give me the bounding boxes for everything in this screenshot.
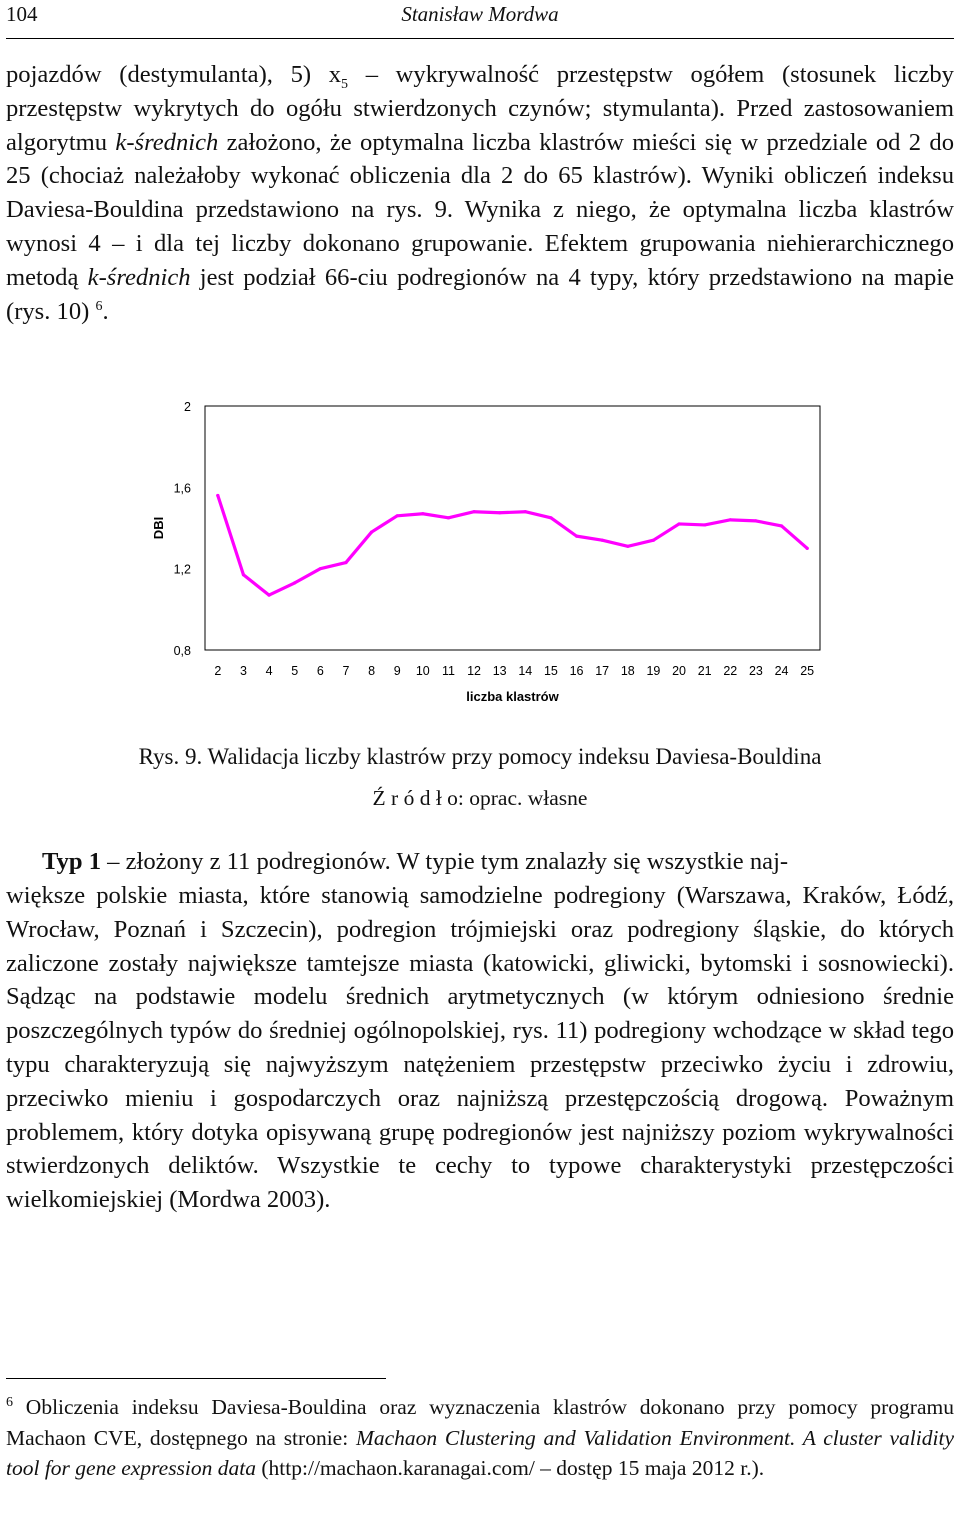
footnote-text-b: (http://machaon.karanagai.com/ – dostęp 15 maja 2012 r.). xyxy=(256,1456,765,1481)
y-axis-label: DBI xyxy=(151,516,166,540)
dbi-data-point xyxy=(806,547,809,550)
footnote-ref: 6 xyxy=(95,298,103,314)
dbi-data-point xyxy=(344,561,347,564)
figure-source: Ź r ó d ł o: oprac. własne xyxy=(372,786,588,810)
dbi-data-point xyxy=(652,539,655,542)
dbi-series-line xyxy=(218,495,807,595)
dbi-data-point xyxy=(498,511,501,514)
footnote xyxy=(6,1392,954,1484)
para1-text-a: pojazdów (destymulanta), 5) x xyxy=(6,61,342,88)
dbi-data-point xyxy=(472,510,475,513)
dbi-data-point xyxy=(677,522,680,525)
dbi-data-point xyxy=(293,581,296,584)
dbi-data-point xyxy=(549,516,552,519)
para1-italic-2: k-średnich xyxy=(87,263,191,291)
dbi-data-point xyxy=(267,594,270,597)
x-tick-label: 5 xyxy=(291,664,299,678)
page-number: 104 xyxy=(6,2,38,26)
para1-text-d: jest podział 66-ciu podregionów na 4 typy, który przedstawiono na mapie (rys. 10) xyxy=(6,263,954,325)
x-tick-label: 12 xyxy=(467,664,482,678)
para1-text-b: – wykrywalność przestępstw ogółem (stosunek liczby przestępstw wykrytych do ogółu stwierdzonych czynów; stymulanta). Przed zastosowaniem algorytmu xyxy=(6,61,954,156)
x-tick-label: 14 xyxy=(518,664,533,678)
dbi-data-point xyxy=(216,494,219,497)
para1-italic-1: k-średnich xyxy=(115,128,219,156)
dbi-data-point xyxy=(396,514,399,517)
typ1-first-line-text: – złożony z 11 podregionów. W typie tym znalazły się wszystkie naj- xyxy=(101,848,789,875)
x-tick-label: 3 xyxy=(239,664,247,678)
x-tick-label: 20 xyxy=(672,664,687,678)
typ1-first-line xyxy=(42,845,954,879)
x-tick-label: 10 xyxy=(415,664,430,678)
dbi-chart-svg xyxy=(0,392,960,712)
dbi-data-point xyxy=(447,516,450,519)
x-tick-label: 15 xyxy=(543,664,558,678)
x-tick-label: 6 xyxy=(316,664,324,678)
y-tick-label: 0,8 xyxy=(173,644,191,658)
dbi-chart xyxy=(0,392,960,712)
dbi-data-point xyxy=(575,535,578,538)
paragraph-intro xyxy=(6,58,954,328)
x-axis-label: liczba klastrów xyxy=(466,689,559,704)
running-title: Stanisław Mordwa xyxy=(401,2,559,26)
footnote-number: 6 xyxy=(6,1394,13,1410)
footnote-rule xyxy=(6,1378,386,1379)
subscript-5: 5 xyxy=(341,76,349,92)
x-tick-label: 7 xyxy=(342,664,350,678)
x-tick-label: 18 xyxy=(620,664,635,678)
dbi-data-point xyxy=(754,519,757,522)
x-tick-label: 8 xyxy=(368,664,376,678)
dbi-data-point xyxy=(319,567,322,570)
typ1-label: Typ 1 xyxy=(42,848,101,875)
dbi-data-point xyxy=(242,573,245,576)
para1-text-e: . xyxy=(102,297,109,325)
x-tick-label: 19 xyxy=(646,664,661,678)
x-tick-label: 21 xyxy=(697,664,712,678)
y-tick-label: 2 xyxy=(184,400,191,414)
x-tick-label: 4 xyxy=(265,664,273,678)
x-tick-label: 24 xyxy=(774,664,789,678)
footnote-text-a: Obliczenia indeksu Daviesa-Bouldina oraz wyznaczenia klastrów dokonano przy pomocy programu Machaon CVE, dostępnego na stronie: xyxy=(6,1395,954,1450)
page-header xyxy=(6,0,954,39)
x-tick-label: 16 xyxy=(569,664,584,678)
figure-caption: Rys. 9. Walidacja liczby klastrów przy pomocy indeksu Daviesa-Bouldina xyxy=(138,744,822,769)
y-tick-label: 1,2 xyxy=(173,562,191,577)
footnote-italic: Machaon Clustering and Validation Environment. A cluster validity tool for gene expression data xyxy=(6,1425,954,1481)
dbi-data-point xyxy=(524,510,527,513)
y-tick-label: 1,6 xyxy=(173,481,191,496)
dbi-data-point xyxy=(370,530,373,533)
dbi-data-point xyxy=(780,524,783,527)
plot-area-frame xyxy=(205,406,820,650)
x-tick-label: 2 xyxy=(214,664,222,678)
x-tick-label: 23 xyxy=(748,664,763,678)
x-tick-label: 25 xyxy=(800,664,815,678)
dbi-data-point xyxy=(703,523,706,526)
para1-text-c: założono, że optymalna liczba klastrów mieści się w przedziale od 2 do 25 (chociaż należałoby wykonać obliczenia dla 2 do 65 klastrów). Wyniki obliczeń indeksu Daviesa-Bouldina przedstawiono na rys. 9. Wynika z niego, że optymalna liczba klastrów wynosi 4 – i dla tej liczby dokonano grupowanie. Efektem grupowania niehierarchicznego metodą xyxy=(6,128,954,291)
x-tick-label: 13 xyxy=(492,664,507,678)
dbi-data-point xyxy=(421,512,424,515)
typ1-paragraph: większe polskie miasta, które stanowią samodzielne podregiony (Warszawa, Kraków, Łódź, Wrocław, Poznań i Szczecin), podregion trójmiejski oraz podregiony śląskie, do których zaliczone zostały największe tamtejsze miasta (katowicki, gliwicki, bytomski i sosnowiecki). Sądząc na podstawie modelu średnich arytmetycznych (w którym odniesiono średnie poszczególnych typów do średniej ogólnopolskiej, rys. 11) podregiony wchodzące w skład tego typu charakteryzują się najwyższym natężeniem przestępstw przeciwko życiu i zdrowiu, przeciwko mieniu i gospodarczych oraz najniższą przestępczością drogową. Poważnym problemem, który dotyka opisywaną grupę podregionów jest najniższy poziom wykrywalności stwierdzonych deliktów. Wszystkie te cechy to typowe charakterystyki przestępczości wielkomiejskiej (Mordwa 2003). xyxy=(6,882,954,1214)
dbi-data-point xyxy=(729,518,732,521)
dbi-data-point xyxy=(626,545,629,548)
dbi-data-point xyxy=(601,539,604,542)
x-tick-label: 22 xyxy=(723,664,738,678)
x-tick-label: 17 xyxy=(595,664,610,678)
x-tick-label: 11 xyxy=(441,664,455,678)
x-tick-label: 9 xyxy=(393,664,401,678)
